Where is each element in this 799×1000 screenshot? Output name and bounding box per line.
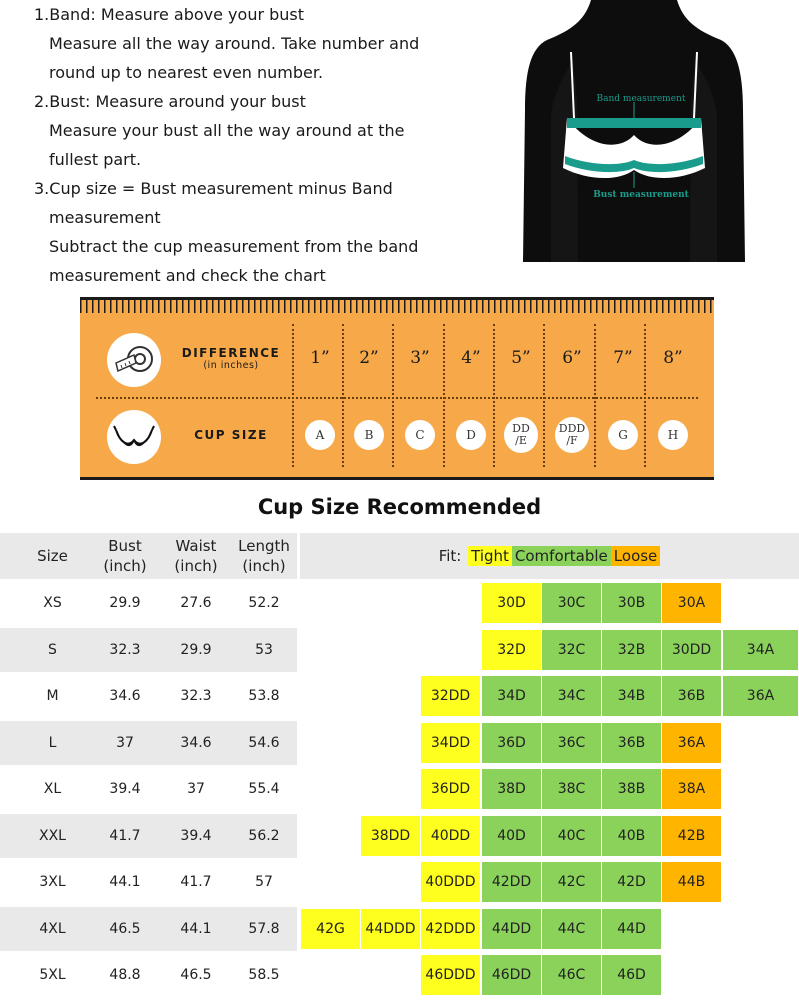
fit-size-cell: 36B [661, 675, 722, 717]
fit-size-cell: 38B [601, 768, 662, 810]
fit-size-cell: 42B [661, 815, 722, 857]
fit-size-cell: 32B [601, 629, 662, 671]
length-cell: 57 [255, 874, 273, 890]
cup-size-value: G [608, 420, 638, 450]
cup-size-value: B [354, 420, 384, 450]
fit-size-cell: 44B [661, 861, 722, 903]
fit-size-cell: 44C [541, 908, 602, 950]
step-3-line-3: measurement and check the chart [49, 266, 326, 285]
header-length: Length (inch) [238, 537, 290, 575]
fit-size-cell: 30DD [661, 629, 722, 671]
ruler-column-divider [493, 324, 495, 467]
cup-size-value: A [305, 420, 335, 450]
length-cell: 53 [255, 641, 273, 658]
step-1-title: 1.Band: Measure above your bust [34, 5, 305, 24]
bust-cell: 29.9 [109, 595, 141, 611]
difference-value: 7” [613, 348, 633, 368]
tape-measure-icon [107, 333, 161, 387]
fit-size-cell: 36A [722, 675, 799, 717]
fit-size-cell: 38C [541, 768, 602, 810]
fit-size-cell: 42G [300, 908, 361, 950]
fit-size-cell: 42DDD [420, 908, 481, 950]
fit-legend [300, 533, 799, 579]
size-cell: XL [43, 781, 62, 797]
cup-size-value: H [658, 420, 688, 450]
difference-value: 8” [663, 348, 683, 368]
fit-size-cell: 34B [601, 675, 662, 717]
measuring-instructions [34, 0, 504, 290]
fit-size-cell: 46DDD [420, 954, 481, 996]
bust-cell: 37 [116, 734, 134, 751]
header-size: Size [37, 547, 68, 565]
size-cell: XXL [39, 827, 66, 844]
fit-size-cell: 46D [601, 954, 662, 996]
bust-measurement-label: Bust measurement [593, 190, 689, 200]
fit-size-cell: 34DD [420, 722, 481, 764]
table-row [0, 767, 799, 811]
bust-cell: 46.5 [109, 920, 141, 937]
fit-size-cell: 46DD [481, 954, 542, 996]
ruler-column-divider [543, 324, 545, 467]
table-row [0, 907, 799, 951]
length-cell: 57.8 [248, 920, 280, 937]
size-cell: 3XL [39, 874, 66, 890]
bust-cell: 34.6 [109, 688, 141, 704]
fit-size-cell: 32D [481, 629, 542, 671]
step-1 [34, 0, 504, 87]
step-1-line-2: round up to nearest even number. [49, 63, 324, 82]
step-3 [34, 174, 504, 290]
ruler-divider [96, 397, 698, 399]
difference-unit: (in inches) [203, 360, 259, 371]
length-cell: 53.8 [248, 688, 280, 704]
length-cell: 56.2 [248, 827, 280, 844]
fit-size-cell: 40DD [420, 815, 481, 857]
fit-size-cell: 30D [481, 582, 542, 624]
step-3-title: 3.Cup size = Bust measurement minus Band [34, 179, 393, 198]
fit-prefix: Fit: [438, 547, 467, 565]
fit-size-cell: 32DD [420, 675, 481, 717]
length-cell: 58.5 [248, 967, 280, 983]
table-header-row [0, 533, 799, 579]
torso-illustration [521, 0, 747, 262]
waist-cell: 37 [187, 781, 205, 797]
waist-cell: 44.1 [180, 920, 212, 937]
table-row [0, 953, 799, 997]
waist-cell: 34.6 [180, 734, 212, 751]
fit-size-cell: 32C [541, 629, 602, 671]
bust-cell: 44.1 [109, 874, 141, 890]
table-row [0, 581, 799, 625]
step-2-title: 2.Bust: Measure around your bust [34, 92, 306, 111]
bust-cell: 32.3 [109, 641, 141, 658]
cup-size-value: DD /E [504, 417, 538, 453]
fit-size-cell: 44D [601, 908, 662, 950]
table-row [0, 674, 799, 718]
step-3-line-1: measurement [49, 208, 161, 227]
fit-size-cell: 42DD [481, 861, 542, 903]
difference-value: 5” [511, 348, 531, 368]
fit-size-cell: 34D [481, 675, 542, 717]
cup-size-value: D [456, 420, 486, 450]
step-3-line-2: Subtract the cup measurement from the band [49, 237, 419, 256]
difference-value: 4” [461, 348, 481, 368]
fit-size-cell: 36C [541, 722, 602, 764]
ruler-column-divider [342, 324, 344, 467]
difference-cup-ruler [80, 297, 714, 480]
fit-size-cell: 36A [661, 722, 722, 764]
difference-label: DIFFERENCE [181, 346, 281, 360]
ruler-column-divider [443, 324, 445, 467]
difference-value: 2” [359, 348, 379, 368]
fit-size-cell: 36DD [420, 768, 481, 810]
fit-size-cell: 38DD [360, 815, 421, 857]
length-cell: 52.2 [248, 595, 280, 611]
fit-size-cell: 42D [601, 861, 662, 903]
difference-value: 1” [310, 348, 330, 368]
step-2-line-1: Measure your bust all the way around at the [49, 121, 405, 140]
bust-cell: 48.8 [109, 967, 141, 983]
size-cell: L [48, 734, 57, 751]
band-measurement-label: Band measurement [596, 94, 686, 104]
ruler-column-divider [644, 324, 646, 467]
fit-loose-key: Loose [611, 546, 661, 566]
length-cell: 55.4 [248, 781, 280, 797]
bust-cell: 39.4 [109, 781, 141, 797]
fit-size-cell: 38A [661, 768, 722, 810]
waist-cell: 27.6 [180, 595, 212, 611]
fit-size-cell: 30A [661, 582, 722, 624]
fit-size-cell: 34C [541, 675, 602, 717]
section-title: Cup Size Recommended [257, 495, 542, 519]
fit-size-cell: 36D [481, 722, 542, 764]
bra-icon [107, 410, 161, 464]
header-waist: Waist (inch) [174, 537, 218, 575]
waist-cell: 39.4 [180, 827, 212, 844]
size-cell: XS [43, 595, 62, 611]
size-cell: 5XL [39, 967, 66, 983]
table-row [0, 628, 799, 672]
waist-cell: 46.5 [180, 967, 212, 983]
fit-size-cell: 40D [481, 815, 542, 857]
step-1-line-1: Measure all the way around. Take number and [49, 34, 420, 53]
fit-size-cell: 38D [481, 768, 542, 810]
step-2 [34, 87, 504, 174]
difference-heading [172, 346, 290, 371]
ruler-column-divider [292, 324, 294, 467]
fit-size-cell: 46C [541, 954, 602, 996]
ruler-column-divider [392, 324, 394, 467]
difference-value: 6” [562, 348, 582, 368]
table-row [0, 814, 799, 858]
size-cell: M [46, 688, 59, 704]
cup-size-value: DDD /F [555, 417, 589, 453]
cup-size-value: C [405, 420, 435, 450]
fit-size-cell: 40C [541, 815, 602, 857]
fit-size-cell: 34A [722, 629, 799, 671]
cup-size-label: CUP SIZE [194, 428, 268, 442]
fit-size-cell: 42C [541, 861, 602, 903]
ruler-ticks [80, 300, 714, 313]
fit-size-cell: 44DDD [360, 908, 421, 950]
measurement-figure [521, 0, 747, 262]
fit-tight-key: Tight [468, 546, 512, 566]
difference-value: 3” [410, 348, 430, 368]
table-row [0, 860, 799, 904]
waist-cell: 29.9 [180, 641, 212, 658]
fit-comfortable-key: Comfortable [512, 546, 611, 566]
fit-size-cell: 30C [541, 582, 602, 624]
fit-size-cell: 44DD [481, 908, 542, 950]
fit-size-cell: 36B [601, 722, 662, 764]
fit-size-cell: 40DDD [420, 861, 481, 903]
waist-cell: 41.7 [180, 874, 212, 890]
fit-size-cell: 30B [601, 582, 662, 624]
header-bust: Bust (inch) [103, 537, 147, 575]
size-cell: S [48, 641, 57, 658]
length-cell: 54.6 [248, 734, 280, 751]
waist-cell: 32.3 [180, 688, 212, 704]
size-cell: 4XL [39, 920, 66, 937]
fit-size-cell: 40B [601, 815, 662, 857]
table-row [0, 721, 799, 765]
bust-cell: 41.7 [109, 827, 141, 844]
step-2-line-2: fullest part. [49, 150, 142, 169]
ruler-column-divider [594, 324, 596, 467]
